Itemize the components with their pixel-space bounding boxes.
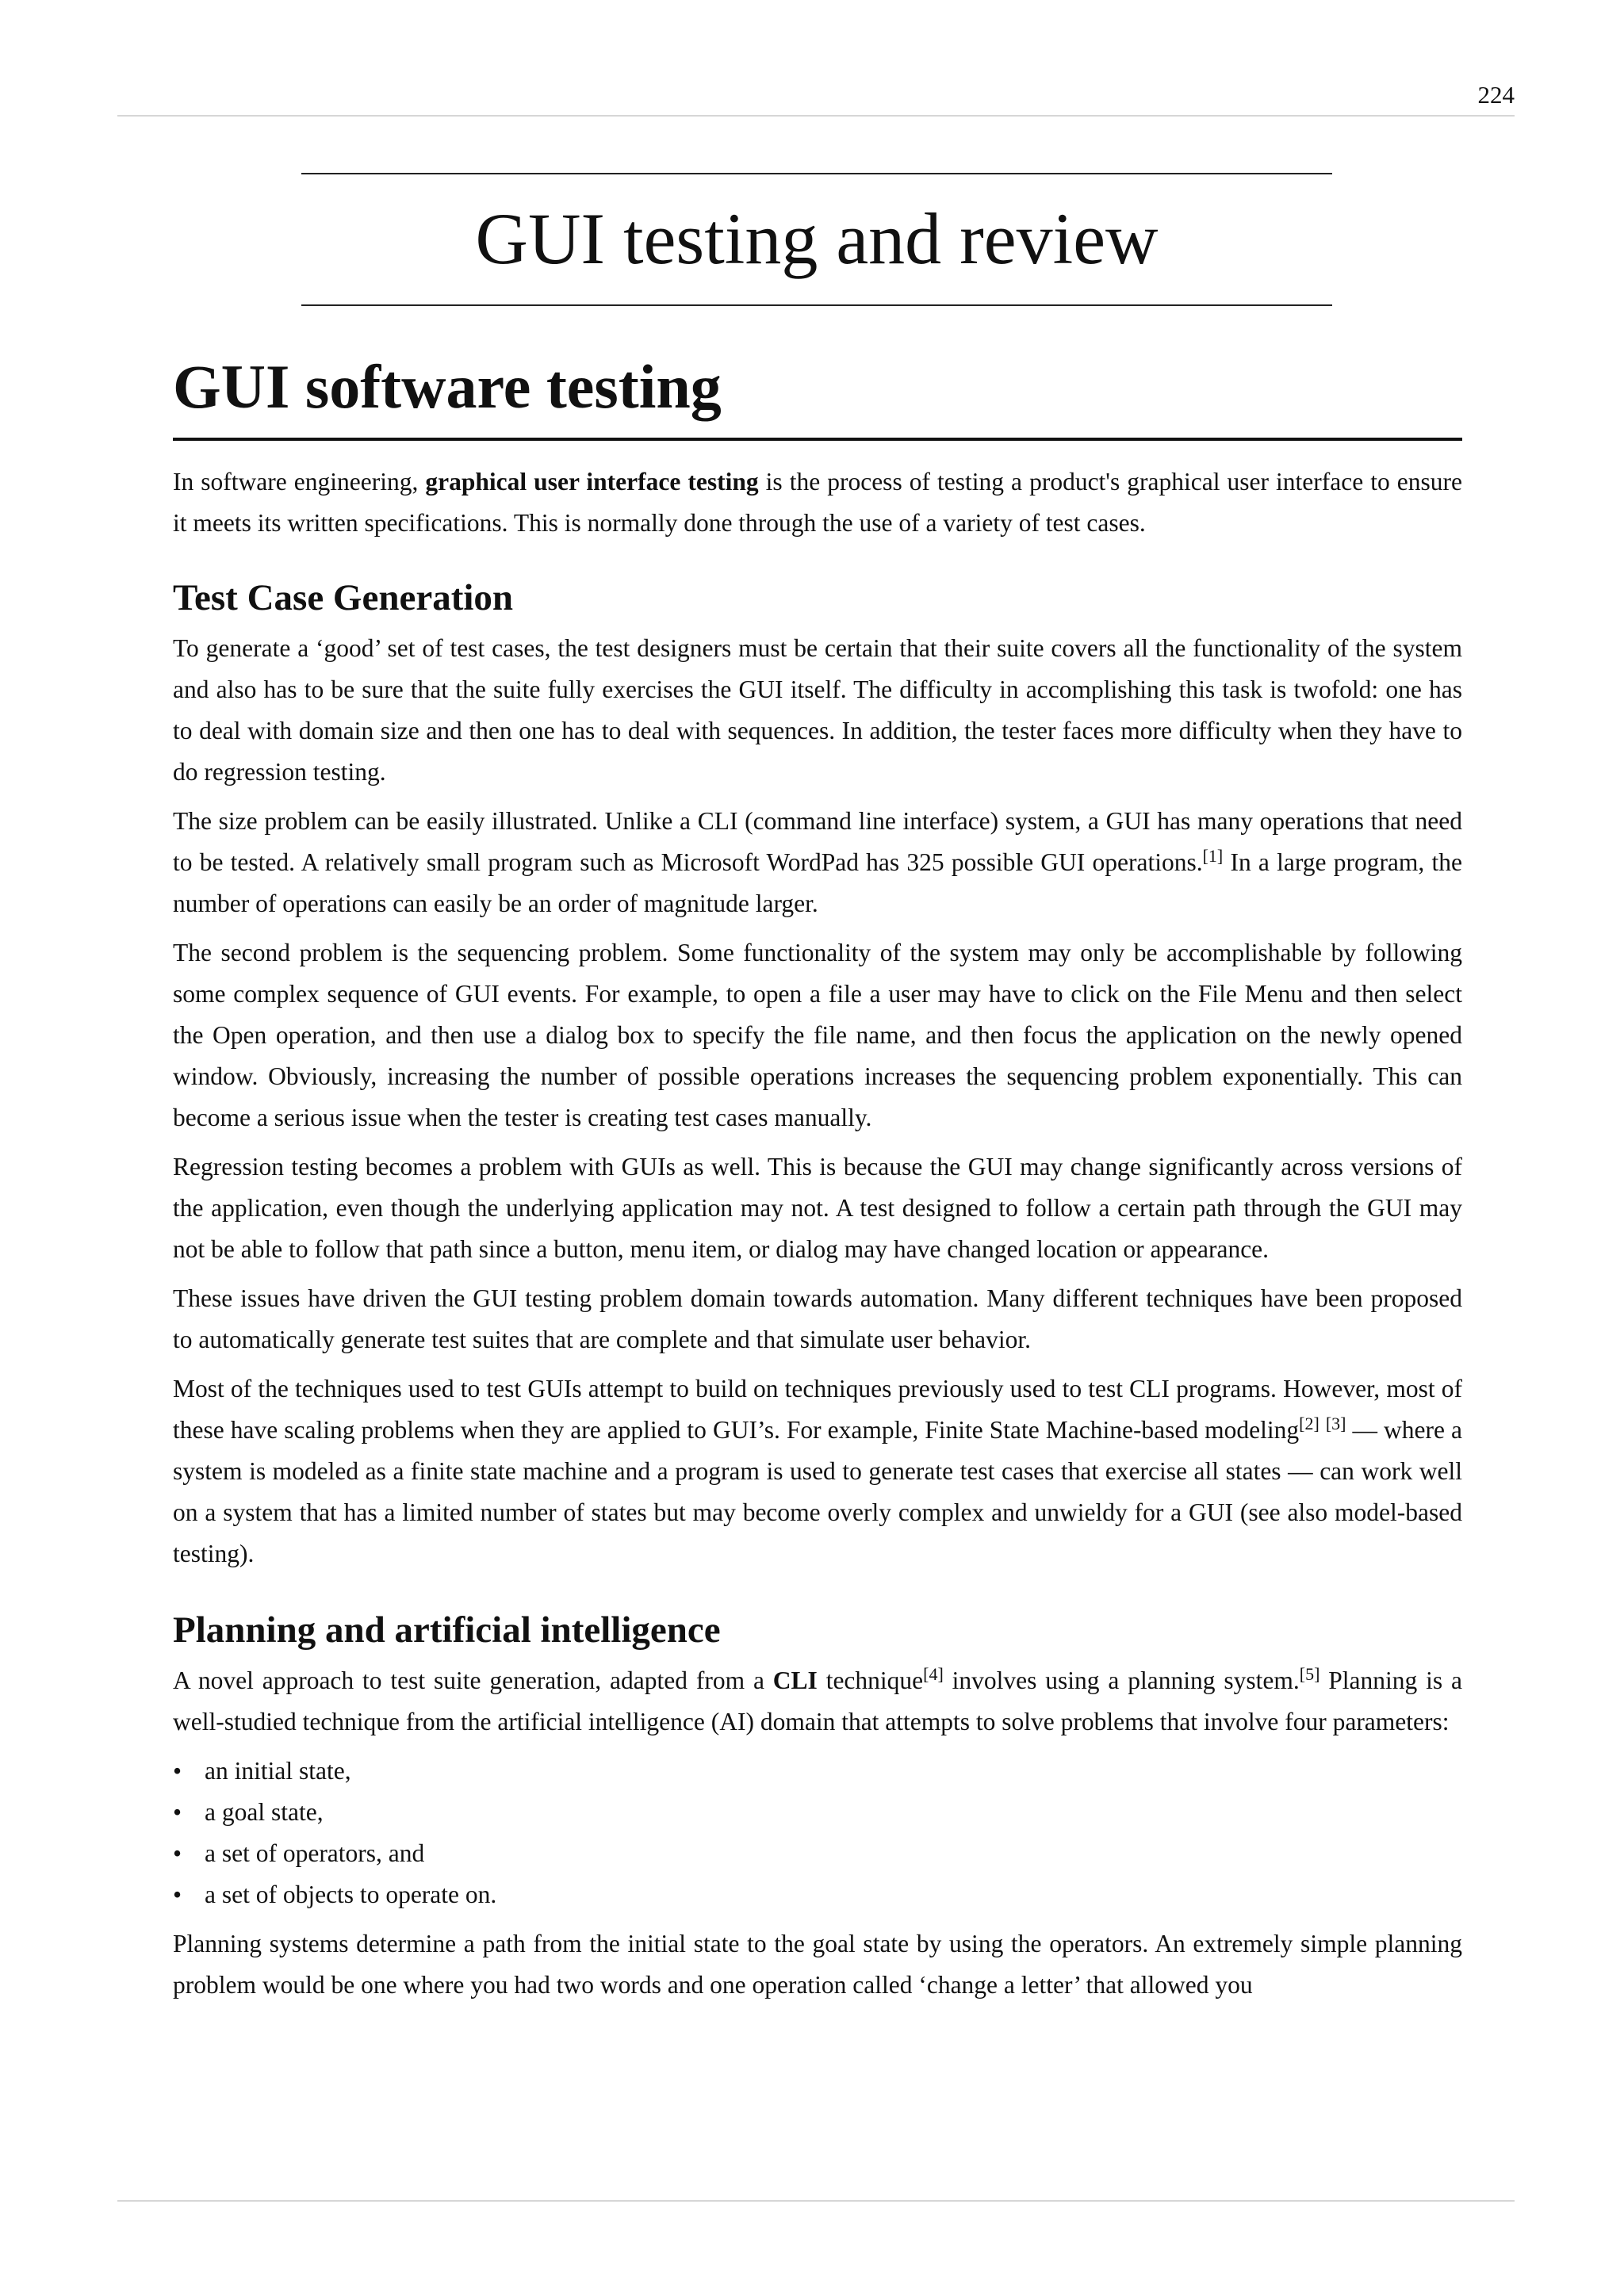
paragraph-planning-systems: Planning systems determine a path from the initial state to the goal state by using the operators. An extremely simple planning problem would be one where you had two words and one operation called ‘change a letter’ that allowed you	[173, 1930, 1462, 1999]
citation-link-4[interactable]: [4]	[923, 1664, 944, 1684]
list-item	[173, 1792, 1462, 1833]
paragraph-size-problem	[173, 801, 1462, 924]
bullet-icon: •	[173, 1881, 182, 1908]
intro-term: graphical user interface testing	[425, 468, 759, 496]
paragraph-good-test-cases: To generate a ‘good’ set of test cases, the test designers must be certain that their suite covers all the functionality of the system and also has to be sure that the suite fully exercises the GUI itself. The difficulty in accomplishing this task is twofold: one has to deal with domain size and then one has to deal with sequences. In addition, the tester faces more difficulty when they have to do regression testing.	[173, 634, 1462, 786]
heading-planning-ai: Planning and artificial intelligence	[173, 1609, 721, 1651]
page-number: 224	[1477, 81, 1515, 109]
size-problem-text-cont: In a large program, the number of operations can easily be an order of magnitude larger.	[173, 848, 1462, 917]
novel-approach-text-b: technique	[817, 1667, 924, 1694]
citation-link-5[interactable]: [5]	[1299, 1664, 1320, 1684]
article-title-rule	[173, 438, 1462, 441]
list-item-text: a goal state,	[205, 1798, 324, 1826]
planning-parameters-list	[173, 1751, 1462, 1915]
cli-term: CLI	[772, 1667, 818, 1694]
citation-link-3[interactable]: [3]	[1325, 1414, 1346, 1433]
paragraph-sequencing-problem: The second problem is the sequencing problem. Some functionality of the system may only be accomplishable by following some complex sequence of GUI events. For example, to open a file a user may have to click on the File Menu and then select the Open operation, and then use a dialog box to specify the file name, and then focus the application on the newly opened window. Obviously, increasing the number of possible operations increases the sequencing problem exponentially. This can become a serious issue when the tester is creating test cases manually.	[173, 939, 1462, 1131]
article-body	[173, 461, 1462, 2014]
list-item-text: a set of objects to operate on.	[205, 1881, 497, 1908]
list-item	[173, 1833, 1462, 1874]
footer-rule	[117, 2200, 1515, 2202]
paragraph-cli-techniques	[173, 1368, 1462, 1575]
citation-link-1[interactable]: [1]	[1202, 846, 1224, 866]
novel-approach-text-d: Planning is a well-studied technique from the artificial intelligence (AI) domain that attempts to solve problems that involve four parameters:	[173, 1667, 1462, 1735]
list-item-text: a set of operators, and	[205, 1839, 425, 1867]
cli-techniques-text-cont: — where a system is modeled as a finite state machine and a program is used to generate test cases that exercise all states — can work well on a system that has a limited number of states but may become overly complex and unwieldy for a GUI (see also model-based testing).	[173, 1416, 1463, 1567]
bullet-icon: •	[173, 1798, 182, 1826]
size-problem-text: The size problem can be easily illustrated. Unlike a CLI (command line interface) system, a GUI has many operations that need to be tested. A relatively small program such as Microsoft WordPad has 325 possible GUI operations.	[173, 807, 1462, 876]
list-item	[173, 1751, 1462, 1792]
novel-approach-text: A novel approach to test suite generation, adapted from a	[173, 1667, 773, 1694]
paragraph-regression-testing: Regression testing becomes a problem with GUIs as well. This is because the GUI may change significantly across versions of the application, even though the underlying application may not. A test designed to follow a certain path through the GUI may not be able to follow that path since a button, menu item, or dialog may have changed location or appearance.	[173, 1153, 1462, 1263]
chapter-title-bottom-rule	[301, 304, 1332, 306]
bullet-icon: •	[173, 1757, 182, 1785]
chapter-title: GUI testing and review	[475, 198, 1159, 279]
chapter-title-top-rule	[301, 173, 1332, 174]
intro-suffix: is the process of testing a product's graphical user interface to ensure it meets its written specifications. This is normally done through the use of a variety of test cases.	[173, 468, 1462, 537]
citation-link-2[interactable]: [2]	[1299, 1414, 1320, 1433]
intro-paragraph	[173, 461, 1462, 544]
list-item-text: an initial state,	[205, 1757, 351, 1785]
heading-test-case-generation: Test Case Generation	[173, 577, 514, 618]
cli-techniques-text: Most of the techniques used to test GUIs attempt to build on techniques previously used to test CLI programs. However, most of these have scaling problems when they are applied to GUI’s. For example, Finite State Machine-based modeling	[173, 1375, 1462, 1444]
paragraph-automation: These issues have driven the GUI testing problem domain towards automation. Many different techniques have been proposed to automatically generate test suites that are complete and that simulate user behavior.	[173, 1284, 1462, 1353]
bullet-icon: •	[173, 1839, 182, 1867]
list-item	[173, 1874, 1462, 1915]
novel-approach-text-c: involves using a planning system.	[943, 1667, 1300, 1694]
intro-prefix: In software engineering,	[173, 468, 426, 496]
paragraph-novel-approach	[173, 1660, 1462, 1743]
article-title: GUI software testing	[173, 352, 722, 421]
header-rule	[117, 115, 1515, 117]
